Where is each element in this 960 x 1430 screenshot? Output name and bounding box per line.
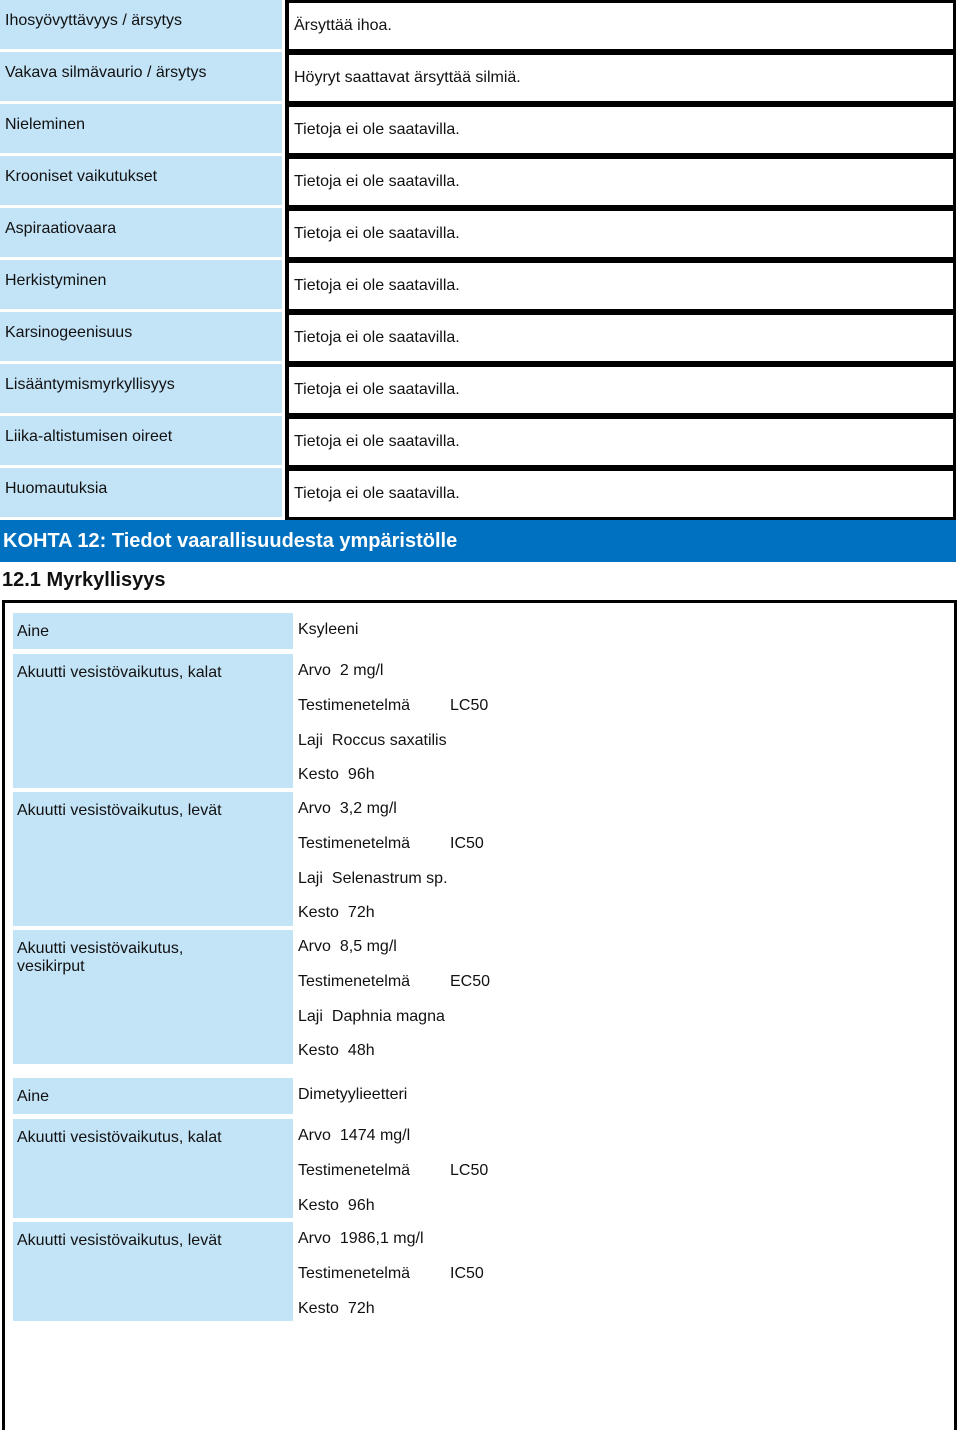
value-line <box>298 904 375 922</box>
testimenetelma-value: EC50 <box>450 973 491 990</box>
kesto-value: 48h <box>347 1042 375 1059</box>
laji-value: Selenastrum sp. <box>331 870 448 887</box>
key-kesto: Kesto <box>298 766 339 783</box>
table-row <box>0 156 960 208</box>
key-kesto: Kesto <box>298 1042 339 1059</box>
row-label: Liika-altistumisen oireet <box>0 416 282 465</box>
substance-name: Dimetyylieetteri <box>298 1086 408 1103</box>
row-label: Karsinogeenisuus <box>0 312 282 361</box>
key-testimenetelma: Testimenetelmä <box>298 1265 411 1282</box>
effect-label: Akuutti vesistövaikutus, kalat <box>13 1119 293 1218</box>
row-label: Lisääntymismyrkyllisyys <box>0 364 282 413</box>
row-value: Tietoja ei ole saatavilla. <box>285 156 956 208</box>
value-line <box>298 1300 375 1318</box>
value-line <box>298 973 490 991</box>
row-value: Tietoja ei ole saatavilla. <box>285 260 956 312</box>
value-line <box>298 1197 375 1215</box>
arvo-value: 2 mg/l <box>339 662 384 679</box>
subsection-title: 12.1 Myrkyllisyys <box>2 569 166 591</box>
kesto-value: 96h <box>347 766 375 783</box>
value-line <box>298 1162 488 1180</box>
table-row <box>0 416 960 468</box>
value-line <box>298 697 488 715</box>
value-line <box>298 662 383 680</box>
row-value: Tietoja ei ole saatavilla. <box>285 468 956 520</box>
value-line <box>298 870 448 888</box>
kesto-value: 96h <box>347 1197 375 1214</box>
value-line <box>298 835 484 853</box>
row-value: Tietoja ei ole saatavilla. <box>285 364 956 416</box>
key-arvo: Arvo <box>298 1127 331 1144</box>
key-arvo: Arvo <box>298 662 331 679</box>
key-testimenetelma: Testimenetelmä <box>298 1162 411 1179</box>
testimenetelma-value: LC50 <box>450 697 489 714</box>
effect-label: Akuutti vesistövaikutus, kalat <box>13 654 293 788</box>
key-kesto: Kesto <box>298 904 339 921</box>
value-line <box>298 1265 484 1283</box>
table-row <box>0 104 960 156</box>
testimenetelma-value: IC50 <box>450 835 484 852</box>
table-row <box>0 364 960 416</box>
row-label: Huomautuksia <box>0 468 282 517</box>
testimenetelma-value: IC50 <box>450 1265 484 1282</box>
row-value: Höyryt saattavat ärsyttää silmiä. <box>285 52 956 104</box>
arvo-value: 1474 mg/l <box>339 1127 411 1144</box>
arvo-value: 3,2 mg/l <box>339 800 397 817</box>
effect-label: Akuutti vesistövaikutus, levät <box>13 1222 293 1321</box>
key-laji: Laji <box>298 1008 323 1025</box>
laji-value: Roccus saxatilis <box>331 732 447 749</box>
arvo-value: 1986,1 mg/l <box>339 1230 424 1247</box>
substance-name: Ksyleeni <box>298 621 359 638</box>
substance-label: Aine <box>13 613 293 649</box>
arvo-value: 8,5 mg/l <box>339 938 397 955</box>
value-line <box>298 1042 375 1060</box>
row-label: Ihosyövyttävyys / ärsytys <box>0 0 282 49</box>
laji-value: Daphnia magna <box>331 1008 445 1025</box>
value-line <box>298 766 375 784</box>
row-value: Tietoja ei ole saatavilla. <box>285 104 956 156</box>
kesto-value: 72h <box>347 1300 375 1317</box>
row-value: Ärsyttää ihoa. <box>285 0 956 52</box>
row-label: Nieleminen <box>0 104 282 153</box>
value-line <box>298 1008 445 1026</box>
row-value: Tietoja ei ole saatavilla. <box>285 416 956 468</box>
value-line <box>298 1127 410 1145</box>
row-value: Tietoja ei ole saatavilla. <box>285 208 956 260</box>
testimenetelma-value: LC50 <box>450 1162 489 1179</box>
key-arvo: Arvo <box>298 800 331 817</box>
value-line <box>298 800 397 818</box>
key-kesto: Kesto <box>298 1300 339 1317</box>
kesto-value: 72h <box>347 904 375 921</box>
row-value: Tietoja ei ole saatavilla. <box>285 312 956 364</box>
effect-label: Akuutti vesistövaikutus, vesikirput <box>13 930 293 1064</box>
key-kesto: Kesto <box>298 1197 339 1214</box>
table-row <box>0 208 960 260</box>
key-arvo: Arvo <box>298 938 331 955</box>
substance-label: Aine <box>13 1078 293 1114</box>
row-label: Vakava silmävaurio / ärsytys <box>0 52 282 101</box>
key-testimenetelma: Testimenetelmä <box>298 697 411 714</box>
value-line <box>298 1230 424 1248</box>
value-line <box>298 732 447 750</box>
table-row <box>0 52 960 104</box>
key-laji: Laji <box>298 732 323 749</box>
table-row <box>0 260 960 312</box>
row-label: Aspiraatiovaara <box>0 208 282 257</box>
section-header: KOHTA 12: Tiedot vaarallisuudesta ympäristölle <box>0 520 956 562</box>
key-testimenetelma: Testimenetelmä <box>298 973 411 990</box>
effect-label: Akuutti vesistövaikutus, levät <box>13 792 293 926</box>
row-label: Herkistyminen <box>0 260 282 309</box>
ecotoxicity-box <box>2 600 957 1430</box>
key-laji: Laji <box>298 870 323 887</box>
row-label: Krooniset vaikutukset <box>0 156 282 205</box>
value-line <box>298 938 397 956</box>
table-row <box>0 312 960 364</box>
table-row <box>0 468 960 520</box>
key-arvo: Arvo <box>298 1230 331 1247</box>
table-row <box>0 0 960 52</box>
key-testimenetelma: Testimenetelmä <box>298 835 411 852</box>
